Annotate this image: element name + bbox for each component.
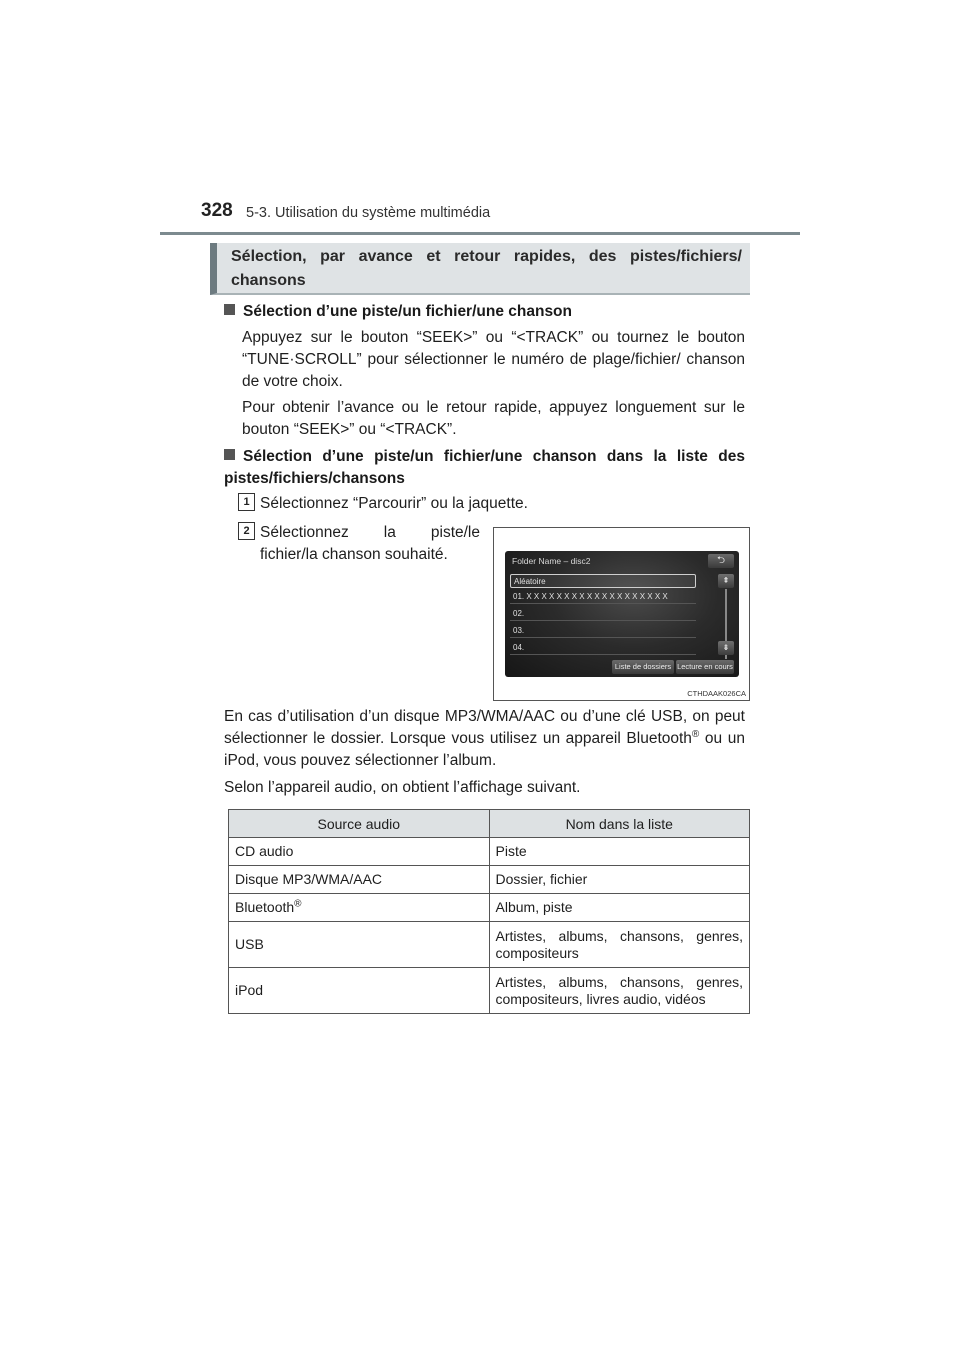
list-item-track-01[interactable]: 01. X X X X X X X X X X X X X X X X X X X	[510, 590, 696, 604]
scroll-down-icon[interactable]: ⇟	[718, 641, 734, 655]
table-cell: Artistes, albums, chansons, genres, compositeurs	[489, 922, 749, 968]
square-bullet-icon	[224, 449, 235, 460]
table-cell: Disque MP3/WMA/AAC	[229, 866, 490, 894]
subheading-text: Sélection d’une piste/un fichier/une chanson	[243, 303, 572, 320]
folder-list-button[interactable]: Liste de dossiers	[612, 660, 674, 674]
table-cell: CD audio	[229, 838, 490, 866]
table-cell: iPod	[229, 968, 490, 1014]
step-number-1: 1	[238, 493, 255, 511]
table-row	[229, 922, 750, 968]
paragraph-seek-track: Appuyez sur le bouton “SEEK>” ou “<TRACK” ou tournez le bouton “TUNE·SCROLL” pour sélectionner le numéro de plage/fichier/ chanson de votre choix.	[242, 329, 745, 390]
table-cell: Dossier, fichier	[489, 866, 749, 894]
table-row	[229, 838, 750, 866]
cell-text: Bluetooth	[235, 899, 295, 915]
registered-mark: ®	[294, 898, 302, 910]
multimedia-screen	[505, 551, 739, 677]
paragraph-device-display: Selon l’appareil audio, on obtient l’affichage suivant.	[224, 779, 581, 796]
screen-folder-title: Folder Name – disc2	[512, 556, 591, 566]
column-header: Nom dans la liste	[489, 810, 749, 838]
subheading-text: Sélection d’une piste/un fichier/une chanson dans la liste des pistes/fichiers/chansons	[224, 448, 745, 487]
list-item-track-02[interactable]: 02.	[510, 607, 696, 621]
subheading-select-from-list	[224, 446, 745, 490]
paragraph-text: ou un iPod, vous pouvez sélectionner l’album.	[224, 730, 745, 769]
table-cell: Album, piste	[489, 894, 749, 922]
table-header-row	[229, 810, 750, 838]
square-bullet-icon	[224, 304, 235, 315]
table-cell: USB	[229, 922, 490, 968]
chapter-title: 5-3. Utilisation du système multimédia	[246, 205, 491, 221]
registered-mark: ®	[691, 728, 700, 740]
figure-code: CTHDAAK026CA	[687, 689, 746, 698]
paragraph-text: En cas d’utilisation d’un disque MP3/WMA/AAC ou d’une clé USB, on peut sélectionner le dossier. Lorsque vous utilisez un appareil Bluetooth	[224, 708, 745, 747]
step-number-2: 2	[238, 522, 255, 540]
list-item-random[interactable]: Aléatoire	[510, 574, 696, 588]
page-number: 328	[201, 200, 233, 221]
paragraph-fast-forward: Pour obtenir l’avance ou le retour rapide, appuyez longuement sur le bouton “SEEK>” ou “<TRACK”.	[242, 399, 745, 438]
table-row	[229, 968, 750, 1014]
subheading-select-track	[224, 301, 572, 323]
table-cell: Artistes, albums, chansons, genres, compositeurs, livres audio, vidéos	[489, 968, 749, 1014]
section-header	[210, 243, 750, 295]
header-rule	[160, 232, 800, 235]
audio-source-table	[228, 809, 750, 1014]
step-1-text: Sélectionnez “Parcourir” ou la jaquette.	[260, 495, 528, 512]
list-item-track-03[interactable]: 03.	[510, 624, 696, 638]
table-cell	[229, 894, 490, 922]
scroll-up-icon[interactable]: ⇞	[718, 574, 734, 588]
back-button[interactable]: ⮌	[708, 554, 734, 568]
table-cell: Piste	[489, 838, 749, 866]
table-row	[229, 894, 750, 922]
figure-frame	[493, 527, 750, 701]
list-item-track-04[interactable]: 04.	[510, 641, 696, 655]
column-header: Source audio	[229, 810, 490, 838]
step-2-text: Sélectionnez la piste/le fichier/la chanson souhaité.	[260, 524, 480, 563]
table-row	[229, 866, 750, 894]
section-title: Sélection, par avance et retour rapides, des pistes/fichiers/ chansons	[231, 248, 742, 289]
now-playing-button[interactable]: Lecture en cours	[676, 660, 734, 674]
paragraph-mp3-folder	[224, 706, 745, 772]
